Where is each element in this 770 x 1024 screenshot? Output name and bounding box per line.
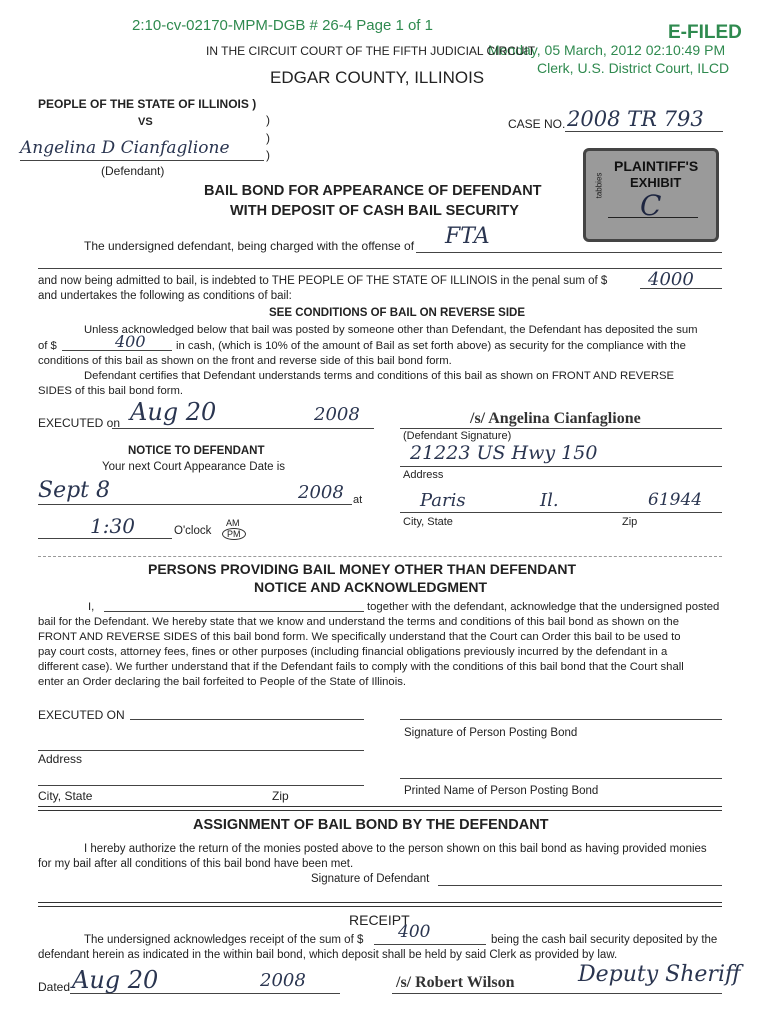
zip-label: Zip [622,516,638,528]
receipt-date: Aug 20 [72,966,159,994]
executed-date: Aug 20 [130,398,217,426]
printed-name-label: Printed Name of Person Posting Bond [404,785,599,797]
persons-i: I, [88,601,95,613]
pm-option-circled: PM [222,528,246,540]
efiled-label: E-FILED [668,22,742,43]
sticker-brand: tabbies [594,172,604,199]
executed-on-label: EXECUTED ON [38,708,125,722]
bond-title: BAIL BOND FOR APPEARANCE OF DEFENDANT [204,183,542,199]
address-label: Address [403,469,444,481]
assignment-title: ASSIGNMENT OF BAIL BOND BY THE DEFENDANT [193,817,549,833]
clerk-signature: /s/ Robert Wilson [396,974,515,991]
defendant-label: (Defendant) [101,164,165,178]
penal-sum-text: and now being admitted to bail, is indebted to THE PEOPLE OF THE STATE OF ILLINOIS in the penal sum of $ [38,275,608,287]
persons-together: together with the defendant, acknowledge that the undersigned posted [367,601,720,613]
deposit-line2: in cash, (which is 10% of the amount of Bail as set forth above) as security for the compliance with the [176,340,686,352]
deputy-sheriff: Deputy Sheriff [578,962,741,987]
defendant-address: 21223 US Hwy 150 [410,442,598,464]
signature-label: (Defendant Signature) [403,430,512,442]
posting-address-label: Address [38,752,83,766]
am-option: AM [226,518,240,528]
court-line: IN THE CIRCUIT COURT OF THE FIFTH JUDICIAL CIRCUIT [206,44,536,58]
see-conditions: SEE CONDITIONS OF BAIL ON REVERSE SIDE [269,307,526,319]
deposit-line1: Unless acknowledged below that bail was posted by someone other than Defendant, the Defendant has deposited the sum [84,324,698,336]
executed-year: 2008 [314,404,360,425]
defendant-state: Il. [540,490,559,511]
offense-label: The undersigned defendant, being charged with the offense of [84,239,415,253]
deposit-line4: Defendant certifies that Defendant understands terms and conditions of this bail as shown on FRONT AND REVERSE [84,370,675,382]
case-no-label: CASE NO. [508,117,566,131]
deposit-of: of $ [38,340,57,352]
persons-p1: bail for the Defendant. We hereby state that we know and understand the terms and conditions of this bail bond as shown on the [38,616,679,628]
appearance-date: Sept 8 [38,478,111,503]
receipt-line1b: being the cash bail security deposited by the [491,934,718,946]
exhibit-sticker [583,148,719,242]
dated-label: Dated [38,980,71,994]
oclock-label: O'clock [174,525,212,537]
receipt-line2: defendant herein as indicated in the within bail bond, which deposit shall be held by said Clerk as provided by law. [38,949,618,961]
deposit-amount: 400 [115,332,146,351]
bond-subtitle: WITH DEPOSIT OF CASH BAIL SECURITY [230,203,519,219]
receipt-year: 2008 [260,970,306,991]
offense-value: FTA [445,224,490,249]
notice-title: NOTICE TO DEFENDANT [128,445,265,457]
posting-sig-label: Signature of Person Posting Bond [404,727,578,739]
persons-title: PERSONS PROVIDING BAIL MONEY OTHER THAN DEFENDANT [148,561,577,577]
defendant-signature: /s/ Angelina Cianfaglione [470,410,641,427]
defendant-zip: 61944 [648,490,703,510]
receipt-line1a: The undersigned acknowledges receipt of the sum of $ [84,934,364,946]
assignment-p2: for my bail after all conditions of this bail bond have been met. [38,858,354,870]
exhibit-letter: C [640,189,662,222]
deposit-line5: SIDES of this bail bond form. [38,385,184,397]
posting-zip-label: Zip [272,789,289,803]
conditions-text: and undertakes the following as conditions of bail: [38,290,292,302]
exhibit-sub: EXHIBIT [630,175,682,190]
deposit-line3: conditions of this bail as shown on the front and reverse side of this bail bond form. [38,355,452,367]
notice-sub: Your next Court Appearance Date is [102,461,286,473]
persons-p3: pay court costs, attorney fees, fines or other purposes (including financial obligations previously incurred by the defendant in a [38,646,668,658]
assignment-sig-label: Signature of Defendant [311,873,430,885]
county-line: EDGAR COUNTY, ILLINOIS [270,68,485,87]
persons-p2: FRONT AND REVERSE SIDES of this bail bond form. We specifically understand that the Court can Order this bail to be used to [38,631,681,643]
people-label: PEOPLE OF THE STATE OF ILLINOIS ) [38,97,257,111]
case-no-value: 2008 TR 793 [567,107,704,131]
posting-city-label: City, State [38,789,93,803]
at-label: at [353,494,363,506]
defendant-city: Paris [420,490,466,511]
assignment-p1: I hereby authorize the return of the monies posted above to the person shown on this bail bond as having provided monies [84,843,707,855]
defendant-name: Angelina D Cianfaglione [20,138,230,158]
paren: ) [266,131,270,145]
appearance-year: 2008 [298,482,344,503]
clerk-line: Clerk, U.S. District Court, ILCD [537,60,730,76]
persons-p5: enter an Order declaring the bail forfeited to People of the State of Illinois. [38,676,406,688]
receipt-title: RECEIPT [349,912,410,928]
paren: ) [266,148,270,162]
filing-date: Monday, 05 March, 2012 02:10:49 PM [488,42,726,58]
paren: ) [266,113,270,127]
persons-p4: different case). We further understand that if the Defendant fails to comply with the conditions of this bail bond that the Court shall [38,661,684,673]
vs-label: VS [138,116,153,128]
persons-sub: NOTICE AND ACKNOWLEDGMENT [254,579,488,595]
executed-label: EXECUTED on [38,416,121,430]
appearance-time: 1:30 [90,514,135,538]
city-state-label: City, State [403,516,453,528]
exhibit-title: PLAINTIFF'S [614,158,699,174]
filing-case-line: 2:10-cv-02170-MPM-DGB # 26-4 Page 1 of 1 [132,17,433,34]
penal-sum: 4000 [648,269,694,290]
receipt-sum: 400 [398,922,431,942]
